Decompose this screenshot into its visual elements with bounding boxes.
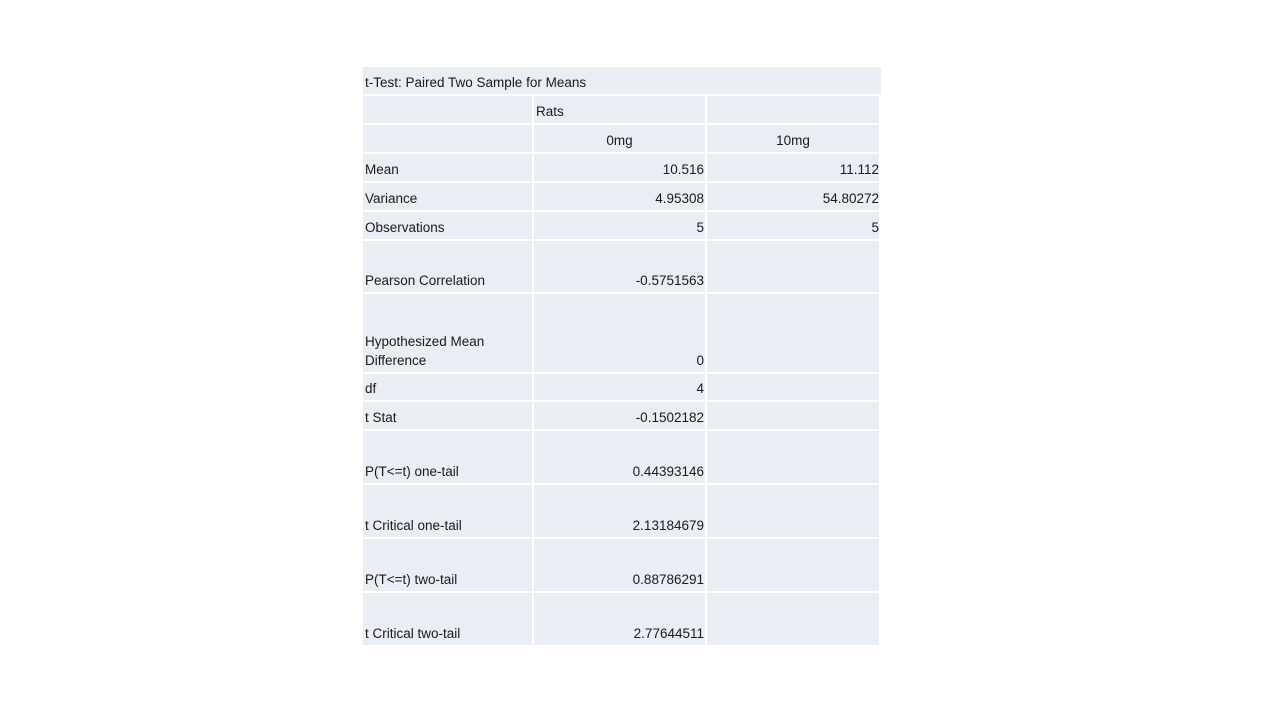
value-0mg: 0.44393146 — [534, 431, 707, 483]
row-label: P(T<=t) two-tail — [363, 539, 534, 591]
value-0mg: -0.1502182 — [534, 402, 707, 429]
value-0mg: 4 — [534, 374, 707, 400]
value-10mg: 11.112 — [707, 154, 879, 181]
value-10mg — [707, 431, 879, 483]
table-row — [363, 183, 881, 212]
value-10mg: 5 — [707, 212, 879, 239]
row-label: t Critical two-tail — [363, 593, 534, 645]
table-row — [363, 593, 881, 645]
value-0mg: 5 — [534, 212, 707, 239]
row-label: Mean — [363, 154, 534, 181]
table-row — [363, 402, 881, 431]
value-0mg: 0.88786291 — [534, 539, 707, 591]
column-header-10mg: 10mg — [707, 125, 879, 152]
table-row — [363, 294, 881, 374]
value-10mg — [707, 241, 879, 292]
ttest-table — [363, 67, 881, 645]
value-10mg: 54.80272 — [707, 183, 879, 210]
row-label: Pearson Correlation — [363, 241, 534, 292]
row-label: t Critical one-tail — [363, 485, 534, 537]
value-0mg: 0 — [534, 294, 707, 372]
group-row — [363, 96, 881, 125]
value-0mg: 2.13184679 — [534, 485, 707, 537]
value-10mg — [707, 402, 879, 429]
table-row — [363, 154, 881, 183]
value-10mg — [707, 294, 879, 372]
group-row-blank-2 — [707, 96, 879, 123]
group-label: Rats — [534, 96, 707, 123]
value-10mg — [707, 485, 879, 537]
table-row — [363, 374, 881, 402]
header-blank — [363, 125, 534, 152]
row-label: Variance — [363, 183, 534, 210]
title-row — [363, 67, 881, 96]
table-row — [363, 485, 881, 539]
row-label: t Stat — [363, 402, 534, 429]
row-label: Observations — [363, 212, 534, 239]
value-0mg: -0.5751563 — [534, 241, 707, 292]
table-row — [363, 241, 881, 294]
value-0mg: 10.516 — [534, 154, 707, 181]
value-0mg: 4.95308 — [534, 183, 707, 210]
header-row — [363, 125, 881, 154]
value-10mg — [707, 593, 879, 645]
row-label: P(T<=t) one-tail — [363, 431, 534, 483]
table-row — [363, 539, 881, 593]
value-0mg: 2.77644511 — [534, 593, 707, 645]
table-row — [363, 212, 881, 241]
table-row — [363, 431, 881, 485]
group-row-blank — [363, 96, 534, 123]
row-label: Hypothesized Mean Difference — [363, 294, 534, 372]
value-10mg — [707, 539, 879, 591]
table-title: t-Test: Paired Two Sample for Means — [363, 67, 881, 94]
value-10mg — [707, 374, 879, 400]
column-header-0mg: 0mg — [534, 125, 707, 152]
row-label: df — [363, 374, 534, 400]
